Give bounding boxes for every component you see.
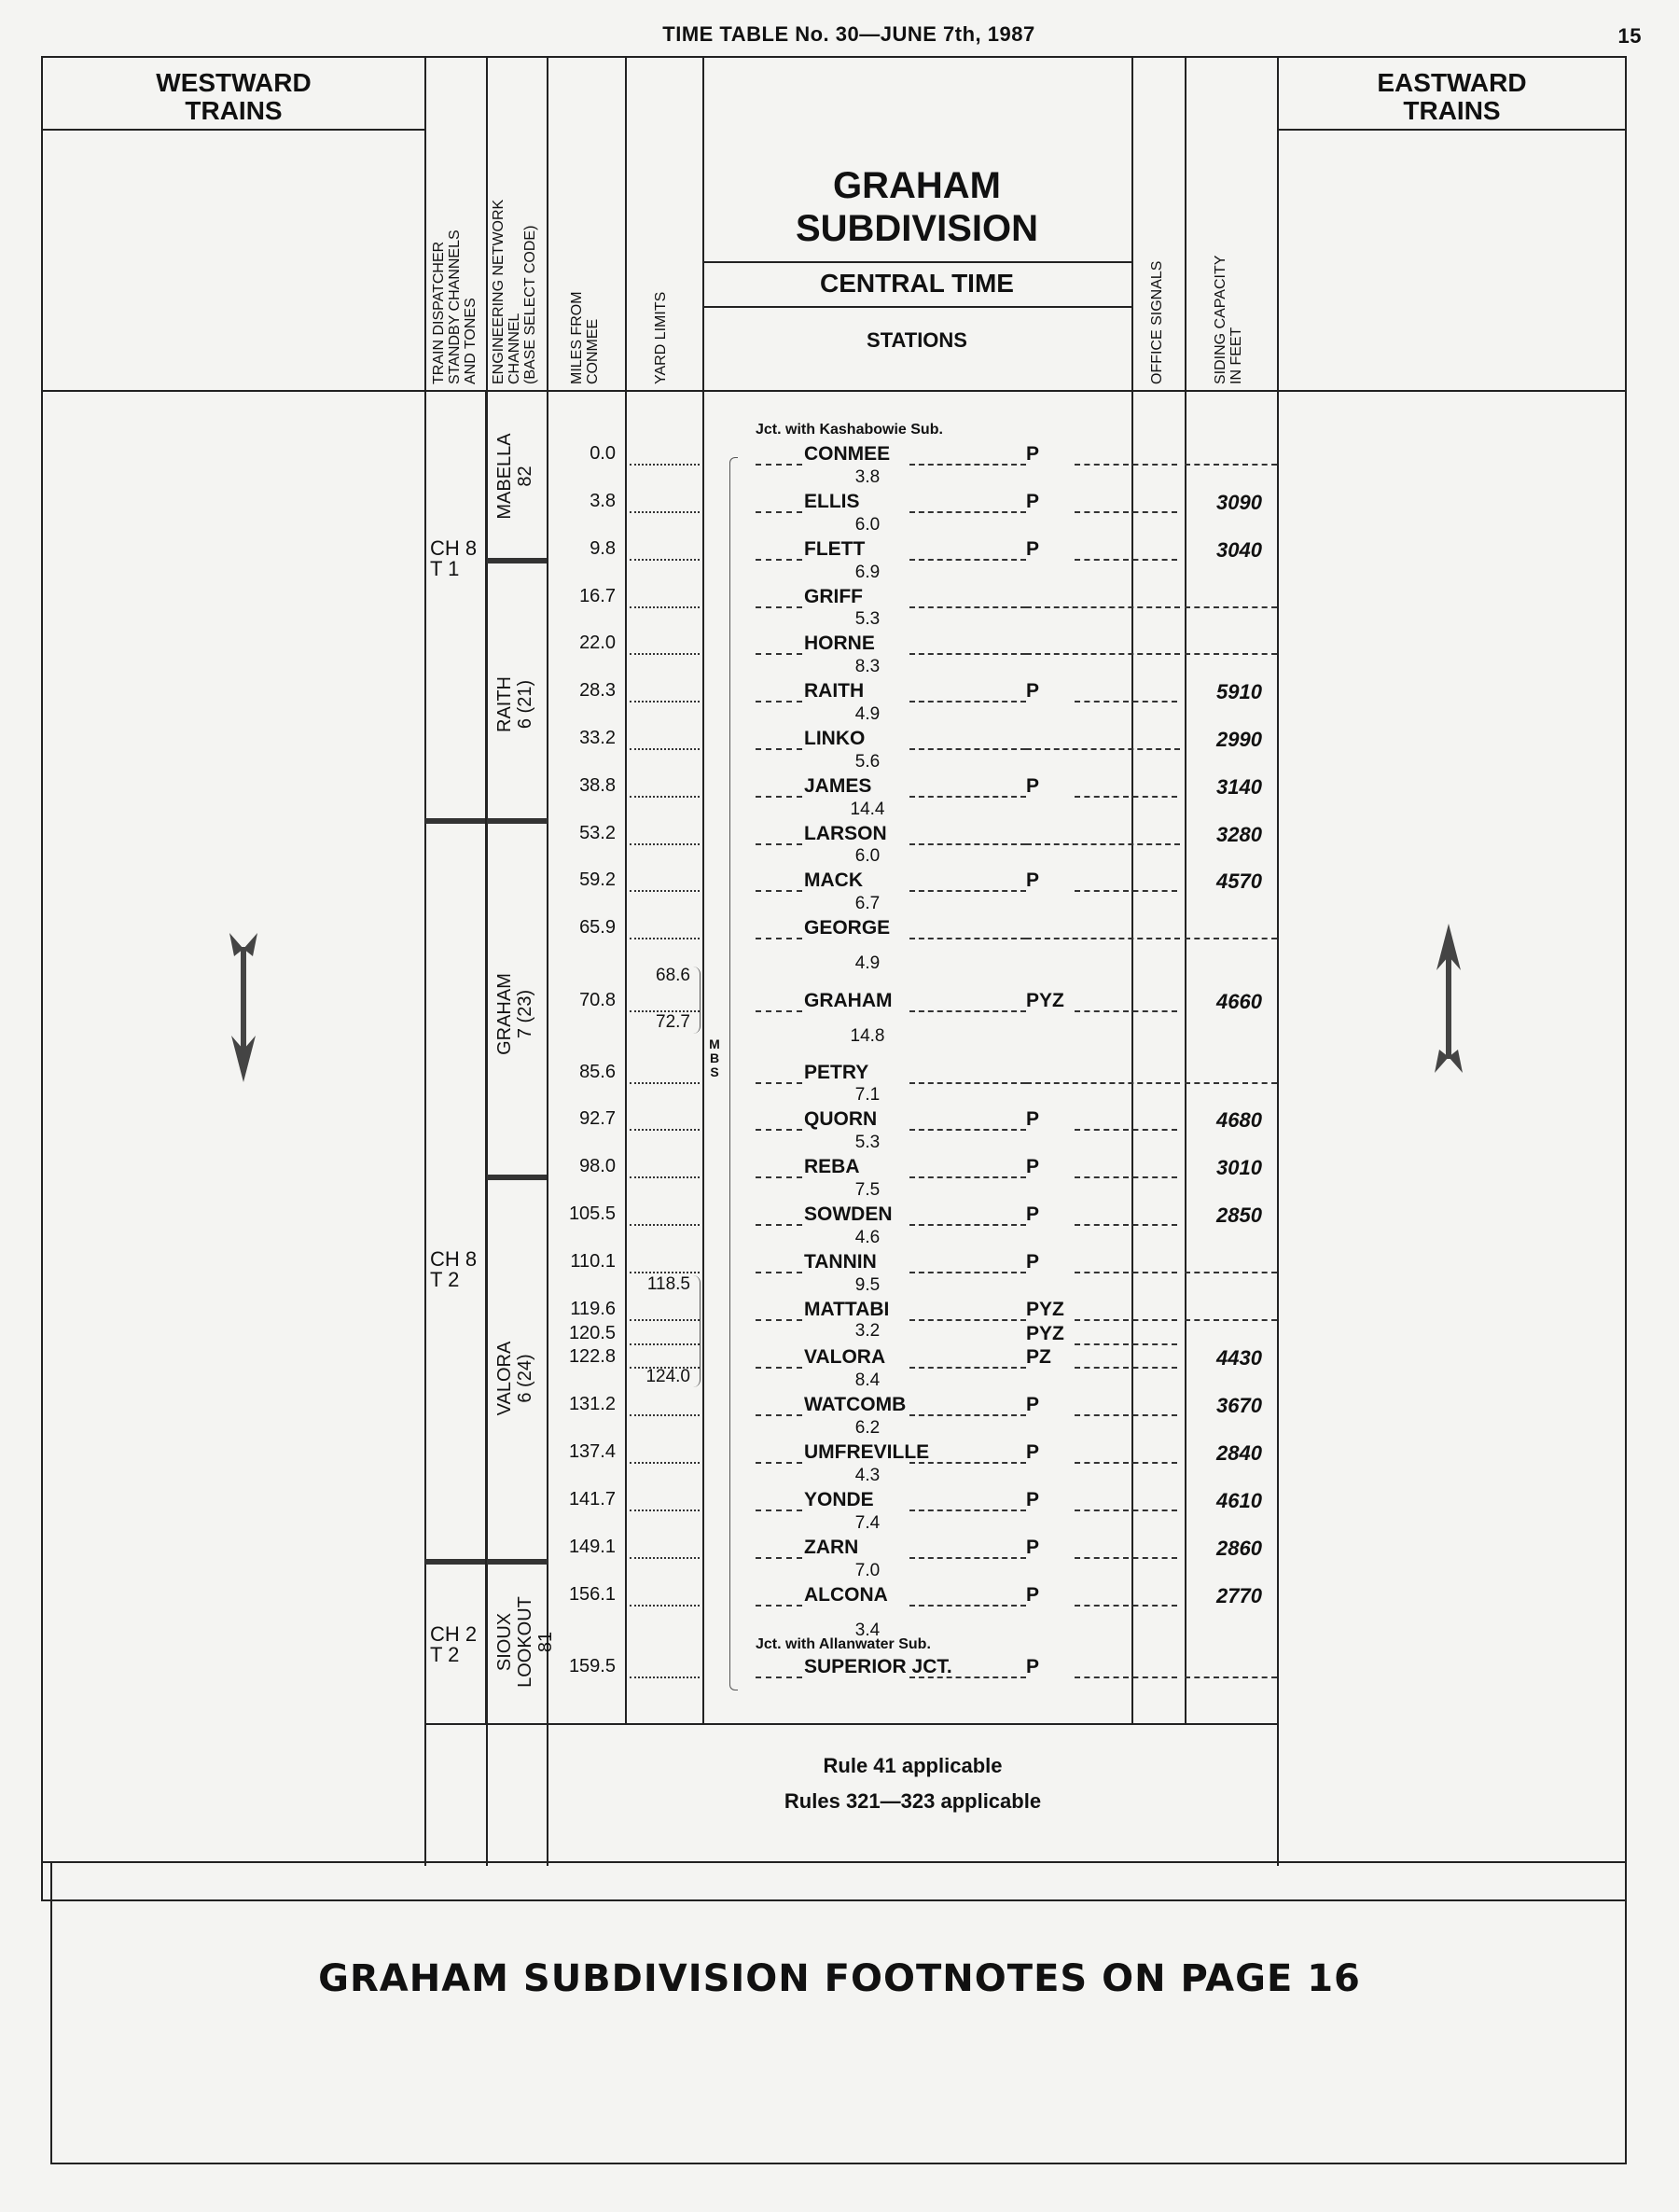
dotted-leader [1185, 938, 1277, 939]
dotted-leader [756, 1414, 802, 1416]
dotted-leader [909, 559, 1026, 561]
dotted-leader [756, 1676, 802, 1678]
dotted-leader [1075, 701, 1177, 703]
dotted-leader [630, 653, 700, 655]
junction-note: Jct. with Kashabowie Sub. [756, 422, 943, 438]
dotted-leader [630, 1010, 700, 1012]
mile-marker: 16.7 [579, 586, 616, 606]
office-signal: P [1026, 1489, 1073, 1511]
station-name: VALORA [804, 1346, 953, 1369]
col-divider [424, 58, 426, 1866]
station-name: GEORGE [804, 917, 953, 939]
dotted-leader [756, 606, 802, 608]
dotted-leader [630, 701, 700, 703]
dotted-leader [756, 1224, 802, 1226]
dispatcher-channel: CH 8 T 2 [430, 1247, 478, 1291]
siding-capacity: 2990 [1216, 728, 1262, 751]
station-name: MATTABI [804, 1299, 953, 1321]
bracket [692, 1275, 701, 1387]
dotted-leader [630, 1224, 700, 1226]
bracket [729, 457, 738, 1690]
mile-marker: 159.5 [568, 1656, 616, 1676]
office-signal: P [1026, 1394, 1073, 1416]
distance-between: 4.3 [854, 1466, 881, 1485]
distance-between: 3.8 [854, 467, 881, 487]
dotted-leader [756, 1010, 802, 1012]
siding-capacity: 2840 [1216, 1441, 1262, 1465]
distance-between: 6.0 [854, 846, 881, 866]
distance-between: 14.4 [850, 800, 885, 819]
engineering-channel: GRAHAM 7 (23) [494, 973, 535, 1055]
dotted-leader [756, 1129, 802, 1131]
segment-divider [487, 1175, 547, 1180]
distance-between: 3.2 [854, 1321, 881, 1341]
distance-between: 7.1 [854, 1085, 881, 1105]
dotted-leader [630, 1557, 700, 1559]
dotted-leader [630, 606, 700, 608]
mile-marker: 141.7 [568, 1489, 616, 1509]
footer-frame [50, 1861, 1627, 2164]
station-name: MACK [804, 869, 953, 892]
mile-marker: 0.0 [590, 443, 616, 464]
miles-column-header: MILES FROM CONMEE [569, 291, 601, 384]
eastward-heading: EASTWARD TRAINS [1377, 68, 1527, 125]
dotted-leader [1185, 1319, 1277, 1321]
mile-marker: 85.6 [579, 1062, 616, 1082]
office-signal: PYZ [1026, 990, 1073, 1012]
dotted-leader [1075, 1224, 1177, 1226]
mile-marker: 119.6 [570, 1299, 616, 1319]
distance-between: 7.4 [854, 1513, 881, 1533]
dotted-leader [756, 701, 802, 703]
yard-limit-value: 68.6 [656, 966, 690, 985]
dotted-leader [756, 1509, 802, 1511]
dotted-leader [1075, 1676, 1177, 1678]
office-signal: P [1026, 1537, 1073, 1559]
dotted-leader [909, 511, 1026, 513]
dispatcher-column-header: TRAIN DISPATCHER STANDBY CHANNELS AND TONES [431, 230, 479, 384]
dispatcher-channel: CH 2 T 2 [430, 1622, 478, 1666]
station-name: GRIFF [804, 586, 953, 608]
dotted-leader [630, 1272, 700, 1273]
dotted-leader [909, 1319, 1026, 1321]
distance-between: 14.8 [850, 1026, 885, 1046]
dotted-leader [909, 1010, 1026, 1012]
dotted-leader [756, 1176, 802, 1178]
dotted-leader [1185, 464, 1277, 466]
dotted-leader [756, 511, 802, 513]
dotted-leader [630, 1605, 700, 1607]
station-name: SUPERIOR JCT. [804, 1656, 952, 1677]
subdivision-title: GRAHAM SUBDIVISION [795, 165, 1039, 249]
mile-marker: 59.2 [579, 869, 616, 890]
dotted-leader [630, 1129, 700, 1131]
dotted-leader [1075, 1509, 1177, 1511]
dotted-leader [909, 843, 1026, 845]
segment-divider [487, 558, 547, 563]
up-arrow-icon [1425, 919, 1472, 1078]
dotted-leader [909, 1557, 1026, 1559]
dotted-leader [909, 1676, 1026, 1678]
station-name: GRAHAM [804, 990, 953, 1012]
dotted-leader [630, 796, 700, 798]
dotted-leader [1075, 1319, 1177, 1321]
dotted-leader [1075, 559, 1177, 561]
siding-capacity: 4610 [1216, 1489, 1262, 1512]
dotted-leader [909, 1462, 1026, 1464]
dotted-leader [1075, 1605, 1177, 1607]
siding-capacity: 4430 [1216, 1346, 1262, 1370]
mile-marker: 92.7 [579, 1108, 616, 1129]
distance-between: 4.9 [854, 704, 881, 724]
dotted-leader [756, 559, 802, 561]
page-number: 15 [1617, 24, 1642, 48]
dotted-leader [630, 464, 700, 466]
station-name: JAMES [804, 775, 953, 798]
dotted-leader [756, 843, 802, 845]
station-name: FLETT [804, 538, 953, 561]
dotted-leader [1075, 1272, 1177, 1273]
dotted-leader [1185, 1272, 1277, 1273]
distance-between: 5.6 [854, 752, 881, 772]
mile-marker: 53.2 [579, 823, 616, 843]
dotted-leader [1026, 748, 1180, 750]
office-signal: PYZ [1026, 1299, 1073, 1321]
dotted-leader [909, 796, 1026, 798]
dotted-leader [909, 1367, 1026, 1369]
dotted-leader [756, 890, 802, 892]
office-signal: P [1026, 1108, 1073, 1131]
dotted-leader [909, 1082, 1026, 1084]
station-name: WATCOMB [804, 1394, 953, 1416]
dotted-leader [630, 1176, 700, 1178]
office-signal: P [1026, 1203, 1073, 1226]
dotted-leader [909, 748, 1026, 750]
distance-between: 4.9 [854, 953, 881, 973]
dotted-leader [1026, 606, 1180, 608]
siding-capacity: 2770 [1216, 1584, 1262, 1607]
dotted-leader [1075, 511, 1177, 513]
siding-capacity: 4570 [1216, 869, 1262, 893]
dotted-leader [630, 1676, 700, 1678]
distance-between: 5.3 [854, 1133, 881, 1152]
siding-capacity: 3670 [1216, 1394, 1262, 1417]
mile-marker: 65.9 [579, 917, 616, 938]
rule-line: Rule 41 applicable [823, 1754, 1003, 1777]
dotted-leader [756, 653, 802, 655]
row-divider [1277, 129, 1625, 131]
dotted-leader [756, 1272, 802, 1273]
station-name: SOWDEN [804, 1203, 953, 1226]
dotted-leader [756, 464, 802, 466]
office-signal: P [1026, 1584, 1073, 1607]
engineering-channel: VALORA 6 (24) [494, 1341, 535, 1416]
mile-marker: 110.1 [570, 1251, 616, 1272]
dotted-leader [630, 511, 700, 513]
row-divider [702, 306, 1131, 308]
station-name: LINKO [804, 728, 953, 750]
dotted-leader [630, 1367, 700, 1369]
dotted-leader [756, 938, 802, 939]
distance-between: 6.0 [854, 515, 881, 535]
dotted-leader [1026, 653, 1180, 655]
dotted-leader [756, 1319, 802, 1321]
dotted-leader [630, 843, 700, 845]
mile-marker: 33.2 [579, 728, 616, 748]
station-name: TANNIN [804, 1251, 953, 1273]
station-name: QUORN [804, 1108, 953, 1131]
distance-between: 6.7 [854, 894, 881, 913]
office-signal: P [1026, 443, 1073, 466]
siding-capacity: 2850 [1216, 1203, 1262, 1227]
office-signal: P [1026, 680, 1073, 703]
westward-heading: WESTWARD TRAINS [156, 68, 312, 125]
siding-capacity: 3040 [1216, 538, 1262, 562]
dotted-leader [909, 1414, 1026, 1416]
dotted-leader [1185, 653, 1277, 655]
dotted-leader [630, 1343, 700, 1345]
dotted-leader [909, 1272, 1026, 1273]
distance-between: 9.5 [854, 1275, 881, 1295]
yard-limits-column-header: YARD LIMITS [653, 291, 669, 384]
office-signal: P [1026, 491, 1073, 513]
station-name: LARSON [804, 823, 953, 845]
rule-line: Rules 321—323 applicable [784, 1789, 1042, 1813]
office-signals-column-header: OFFICE SIGNALS [1149, 260, 1165, 384]
dotted-leader [909, 464, 1026, 466]
yard-limit-value: 72.7 [656, 1012, 690, 1032]
dotted-leader [1026, 1082, 1180, 1084]
dotted-leader [756, 1082, 802, 1084]
engineering-column-header: ENGINEERING NETWORK CHANNEL (BASE SELECT CODE) [491, 199, 538, 384]
engineering-channel: MABELLA 82 [494, 433, 535, 520]
dotted-leader [756, 1462, 802, 1464]
station-name: UMFREVILLE [804, 1441, 953, 1464]
mbs-label: M B S [709, 1036, 720, 1079]
distance-between: 8.4 [854, 1370, 881, 1390]
station-name: CONMEE [804, 443, 953, 466]
office-signal: P [1026, 1656, 1073, 1678]
distance-between: 7.0 [854, 1561, 881, 1580]
dotted-leader [756, 1367, 802, 1369]
dotted-leader [630, 559, 700, 561]
dotted-leader [1075, 1367, 1177, 1369]
dotted-leader [909, 1129, 1026, 1131]
dotted-leader [1075, 464, 1177, 466]
dotted-leader [1075, 890, 1177, 892]
down-arrow-icon [220, 928, 267, 1087]
timetable-title: TIME TABLE No. 30—JUNE 7th, 1987 [662, 22, 1035, 46]
dotted-leader [630, 748, 700, 750]
siding-capacity-column-header: SIDING CAPACITY IN FEET [1213, 255, 1244, 384]
mile-marker: 131.2 [568, 1394, 616, 1414]
dotted-leader [1185, 606, 1277, 608]
dotted-leader [1075, 1557, 1177, 1559]
dotted-leader [909, 653, 1026, 655]
siding-capacity: 2860 [1216, 1537, 1262, 1560]
dotted-leader [1075, 1462, 1177, 1464]
dotted-leader [756, 1605, 802, 1607]
office-signal: P [1026, 538, 1073, 561]
col-divider [1185, 58, 1186, 1723]
dotted-leader [1185, 1082, 1277, 1084]
mile-marker: 9.8 [590, 538, 616, 559]
office-signal: P [1026, 1156, 1073, 1178]
mile-marker: 137.4 [568, 1441, 616, 1462]
mile-marker: 98.0 [579, 1156, 616, 1176]
dotted-leader [1026, 938, 1180, 939]
col-divider [625, 58, 627, 1723]
dotted-leader [630, 1414, 700, 1416]
dotted-leader [1075, 1343, 1177, 1345]
mile-marker: 70.8 [579, 990, 616, 1010]
yard-limit-value: 124.0 [645, 1367, 690, 1386]
mile-marker: 105.5 [568, 1203, 616, 1224]
siding-capacity: 5910 [1216, 680, 1262, 703]
station-name: YONDE [804, 1489, 953, 1511]
dotted-leader [909, 1605, 1026, 1607]
row-divider [43, 129, 424, 131]
mile-marker: 3.8 [590, 491, 616, 511]
dotted-leader [1026, 843, 1180, 845]
engineering-channel: RAITH 6 (21) [494, 676, 535, 732]
station-name: PETRY [804, 1062, 953, 1084]
dotted-leader [909, 606, 1026, 608]
dotted-leader [909, 701, 1026, 703]
mile-marker: 156.1 [568, 1584, 616, 1605]
siding-capacity: 3140 [1216, 775, 1262, 799]
dotted-leader [1075, 1129, 1177, 1131]
table-bottom-line [424, 1723, 1277, 1725]
mile-marker: 38.8 [579, 775, 616, 796]
dotted-leader [630, 890, 700, 892]
dispatcher-channel: CH 8 T 1 [430, 536, 478, 580]
distance-between: 8.3 [854, 657, 881, 676]
dotted-leader [756, 748, 802, 750]
dotted-leader [909, 938, 1026, 939]
dotted-leader [630, 1509, 700, 1511]
mile-marker: 122.8 [568, 1346, 616, 1367]
dotted-leader [909, 890, 1026, 892]
distance-between: 3.4 [854, 1621, 881, 1640]
rules-bottom-line [43, 1861, 1625, 1863]
siding-capacity: 3090 [1216, 491, 1262, 514]
dotted-leader [756, 1557, 802, 1559]
mile-marker: 149.1 [568, 1537, 616, 1557]
siding-capacity: 3010 [1216, 1156, 1262, 1179]
dotted-leader [756, 796, 802, 798]
distance-between: 6.9 [854, 563, 881, 582]
siding-capacity: 4680 [1216, 1108, 1262, 1132]
footnote-text: GRAHAM SUBDIVISION FOOTNOTES ON PAGE 16 [318, 1957, 1361, 2000]
dotted-leader [630, 1082, 700, 1084]
siding-capacity: 3280 [1216, 823, 1262, 846]
distance-between: 4.6 [854, 1228, 881, 1247]
distance-between: 7.5 [854, 1180, 881, 1200]
station-name: RAITH [804, 680, 953, 703]
dotted-leader [1075, 796, 1177, 798]
dotted-leader [1075, 1010, 1177, 1012]
station-name: HORNE [804, 633, 953, 655]
dotted-leader [630, 1462, 700, 1464]
office-signal: PZ [1026, 1346, 1073, 1369]
office-signal: P [1026, 1441, 1073, 1464]
col-divider [1277, 58, 1279, 1866]
dotted-leader [1075, 1414, 1177, 1416]
col-divider [485, 392, 487, 1723]
time-zone: CENTRAL TIME [820, 269, 1014, 298]
dotted-leader [630, 1319, 700, 1321]
siding-capacity: 4660 [1216, 990, 1262, 1013]
stations-header: STATIONS [867, 328, 967, 352]
yard-limit-value: 118.5 [646, 1274, 690, 1294]
distance-between: 6.2 [854, 1418, 881, 1438]
mile-marker: 120.5 [568, 1323, 616, 1343]
dotted-leader [909, 1224, 1026, 1226]
bracket [692, 967, 701, 1034]
office-signal: PYZ [1026, 1323, 1073, 1345]
dotted-leader [1075, 1176, 1177, 1178]
station-name: ZARN [804, 1537, 953, 1559]
mile-marker: 22.0 [579, 633, 616, 653]
dotted-leader [909, 1176, 1026, 1178]
dotted-leader [1185, 1676, 1277, 1678]
distance-between: 5.3 [854, 609, 881, 629]
station-name: REBA [804, 1156, 953, 1178]
office-signal: P [1026, 775, 1073, 798]
dotted-leader [630, 938, 700, 939]
office-signal: P [1026, 869, 1073, 892]
station-name: ALCONA [804, 1584, 953, 1607]
station-name: ELLIS [804, 491, 953, 513]
mile-marker: 28.3 [579, 680, 616, 701]
row-divider [702, 261, 1131, 263]
office-signal: P [1026, 1251, 1073, 1273]
dotted-leader [909, 1509, 1026, 1511]
header-bottom-line [43, 390, 1625, 392]
engineering-channel: SIOUX LOOKOUT 81 [494, 1596, 556, 1688]
junction-note: Jct. with Allanwater Sub. [756, 1636, 931, 1652]
